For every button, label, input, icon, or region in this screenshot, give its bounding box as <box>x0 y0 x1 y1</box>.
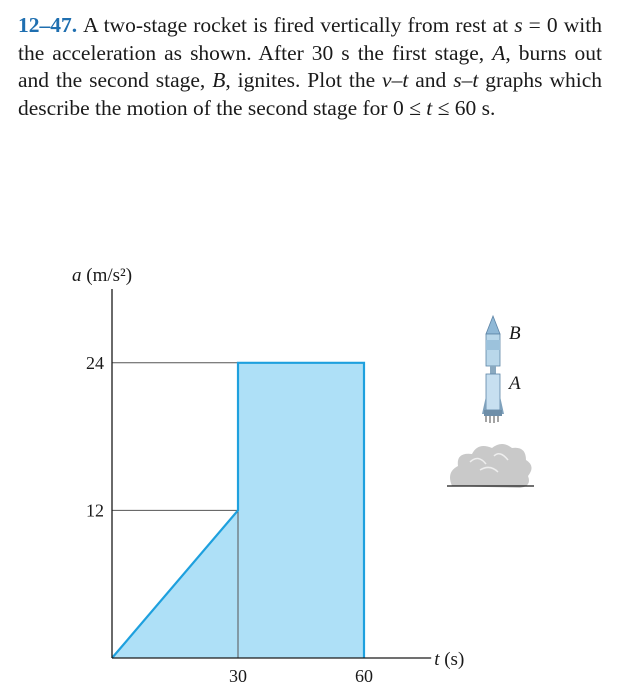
y-axis-label: a (m/s²) <box>72 265 133 286</box>
problem-text: and <box>408 68 454 92</box>
problem-text: A two-stage rocket is fired vertically from rest at <box>83 13 515 37</box>
problem-text: , burns out and the second stage, <box>18 40 603 92</box>
x-tick-label: 30 <box>229 666 247 686</box>
rocket-illustration <box>447 316 534 488</box>
acceleration-chart <box>72 265 464 686</box>
y-tick-label: 24 <box>86 352 104 373</box>
variable-B: B <box>212 68 226 92</box>
problem-text: , ignites. Plot the <box>225 68 383 92</box>
graph-v-t: v–t <box>382 68 409 92</box>
problem-text: ≤ 60 s. <box>432 95 496 120</box>
stage-B-label: B <box>509 323 521 344</box>
x-axis-label: t (s) <box>434 649 465 670</box>
variable-t: t <box>426 95 433 120</box>
y-tick-label: 12 <box>86 500 104 521</box>
rocket-icon <box>482 316 504 423</box>
stage-A-label: A <box>509 373 521 394</box>
graph-s-t: s–t <box>453 68 479 92</box>
problem-text: graphs which describe the motion of the second stage for 0 ≤ <box>18 68 603 120</box>
variable-s: s <box>514 13 523 37</box>
problem-text: = 0 with the acceleration as shown. After 30 s the first stage, <box>18 13 602 65</box>
x-tick-label: 60 <box>355 666 373 686</box>
problem-number: 12–47. <box>18 13 78 37</box>
cloud-icon <box>450 444 532 488</box>
variable-A: A <box>492 40 506 65</box>
